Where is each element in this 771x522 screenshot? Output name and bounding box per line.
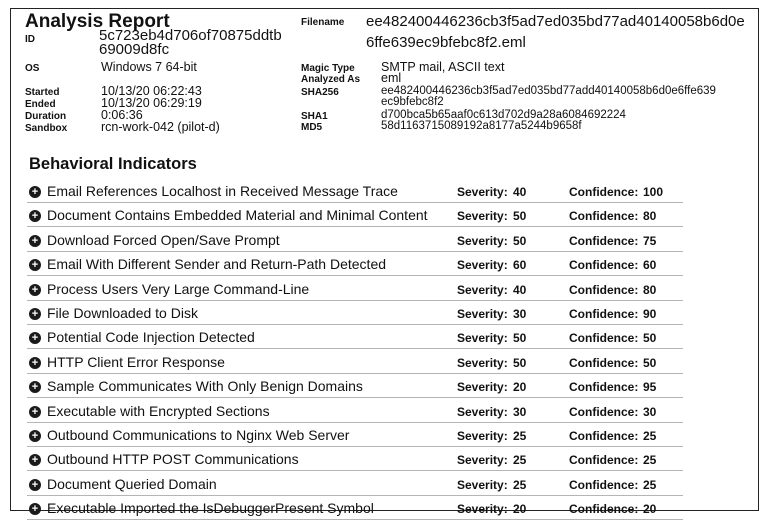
expand-plus-icon[interactable]: + [29, 259, 41, 271]
severity-label: Severity: [457, 331, 508, 346]
os-label: OS [25, 63, 40, 74]
indicator-row [27, 376, 683, 398]
expand-plus-icon[interactable]: + [29, 284, 41, 296]
severity-value: 30 [513, 306, 527, 321]
indicator-name: Email References Localhost in Received Message Trace [47, 183, 398, 199]
severity-value: 40 [513, 282, 527, 297]
analysis-report-panel [10, 8, 759, 517]
confidence-value: 100 [643, 185, 664, 199]
severity-label: Severity: [457, 258, 508, 273]
sha256-label: SHA256 [301, 87, 339, 98]
sha256-value-line2: ec9bfebc8f2 [381, 96, 444, 108]
confidence-value: 95 [643, 380, 657, 395]
analyzed-as-label: Analyzed As [301, 74, 361, 85]
confidence-value: 50 [643, 331, 657, 346]
expand-plus-icon[interactable]: + [29, 479, 41, 491]
started-label: Started [25, 87, 60, 98]
confidence-label: Confidence: [569, 258, 639, 273]
confidence-label: Confidence: [569, 331, 639, 346]
expand-plus-icon[interactable]: + [29, 381, 41, 393]
expand-plus-icon[interactable]: + [29, 186, 41, 198]
severity-value: 20 [513, 380, 527, 395]
report-title: Analysis Report [25, 11, 170, 32]
indicator-name: Potential Code Injection Detected [47, 329, 255, 346]
confidence-value: 90 [643, 306, 657, 321]
confidence-label: Confidence: [569, 453, 639, 468]
os-value: Windows 7 64-bit [101, 60, 197, 74]
confidence-value: 50 [643, 355, 657, 370]
id-value-line2: 69009d8fc [99, 41, 170, 58]
indicator-name: File Downloaded to Disk [47, 304, 198, 321]
confidence-label: Confidence: [569, 209, 639, 224]
confidence-label: Confidence: [569, 477, 639, 492]
expand-plus-icon[interactable]: + [29, 332, 41, 344]
indicator-list [27, 181, 683, 522]
sha1-value: d700bca5b65aaf0c613d702d9a28a6084692224 [381, 109, 626, 121]
confidence-label: Confidence: [569, 355, 639, 370]
expand-plus-icon[interactable]: + [29, 235, 41, 247]
severity-label: Severity: [457, 380, 508, 395]
severity-label: Severity: [457, 428, 508, 443]
severity-value: 30 [513, 404, 527, 419]
severity-value: 60 [513, 258, 527, 273]
started-value: 10/13/20 06:22:43 [101, 84, 202, 98]
severity-value: 40 [513, 185, 527, 199]
id-value-line1: 5c723eb4d706of70875ddtb [99, 27, 282, 44]
indicator-row [27, 279, 683, 301]
indicator-name: Outbound HTTP POST Communications [47, 451, 299, 468]
severity-value: 20 [513, 502, 527, 517]
magic-type-value: SMTP mail, ASCII text [381, 60, 505, 74]
indicator-name: Executable Imported the IsDebuggerPresent Symbol [47, 500, 374, 517]
indicator-name: Document Queried Domain [47, 475, 217, 492]
filename-label: Filename [301, 17, 345, 28]
severity-value: 25 [513, 428, 527, 443]
confidence-value: 25 [643, 453, 657, 468]
severity-label: Severity: [457, 453, 508, 468]
indicator-row [27, 474, 683, 496]
expand-plus-icon[interactable]: + [29, 406, 41, 418]
confidence-value: 80 [643, 209, 657, 224]
confidence-value: 25 [643, 428, 657, 443]
confidence-label: Confidence: [569, 233, 639, 248]
indicator-row [27, 401, 683, 423]
severity-label: Severity: [457, 355, 508, 370]
indicator-row [27, 449, 683, 471]
severity-label: Severity: [457, 233, 508, 248]
expand-plus-icon[interactable]: + [29, 210, 41, 222]
sha256-value-line1: ee482400446236cb3f5ad7ed035bd77add40140058b6d0e6ffe639 [381, 85, 716, 97]
indicator-name: Outbound Communications to Nginx Web Server [47, 426, 350, 443]
indicator-name: Email With Different Sender and Return-Path Detected [47, 256, 387, 273]
confidence-label: Confidence: [569, 380, 639, 395]
duration-value: 0:06:36 [101, 108, 143, 122]
confidence-label: Confidence: [569, 306, 639, 321]
indicator-name: Download Forced Open/Save Prompt [47, 231, 280, 248]
indicator-name: Document Contains Embedded Material and Minimal Content [47, 207, 428, 224]
indicator-name: HTTP Client Error Response [47, 353, 225, 370]
severity-label: Severity: [457, 404, 508, 419]
severity-value: 50 [513, 209, 527, 224]
confidence-label: Confidence: [569, 185, 639, 199]
confidence-label: Confidence: [569, 404, 639, 419]
ended-value: 10/13/20 06:29:19 [101, 96, 202, 110]
confidence-value: 20 [643, 502, 657, 517]
magic-type-label: Magic Type [301, 63, 355, 74]
confidence-label: Confidence: [569, 428, 639, 443]
confidence-label: Confidence: [569, 282, 639, 297]
confidence-value: 25 [643, 477, 657, 492]
confidence-value: 30 [643, 404, 657, 419]
expand-plus-icon[interactable]: + [29, 503, 41, 515]
indicator-row [27, 425, 683, 447]
id-label: ID [25, 34, 35, 45]
indicator-row [27, 303, 683, 325]
md5-label: MD5 [301, 122, 323, 133]
severity-label: Severity: [457, 502, 508, 517]
sha1-label: SHA1 [301, 111, 328, 122]
severity-value: 50 [513, 355, 527, 370]
sandbox-label: Sandbox [25, 123, 68, 134]
expand-plus-icon[interactable]: + [29, 357, 41, 369]
confidence-value: 60 [643, 258, 657, 273]
severity-value: 50 [513, 331, 527, 346]
indicator-row [27, 181, 683, 203]
behavioral-indicators-heading: Behavioral Indicators [29, 155, 197, 173]
ended-label: Ended [25, 99, 56, 110]
severity-value: 25 [513, 477, 527, 492]
severity-value: 50 [513, 233, 527, 248]
indicator-row [27, 498, 683, 520]
expand-plus-icon[interactable]: + [29, 430, 41, 442]
indicator-name: Process Users Very Large Command-Line [47, 280, 310, 297]
duration-label: Duration [25, 111, 67, 122]
severity-value: 25 [513, 453, 527, 468]
sandbox-value: rcn-work-042 (pilot-d) [101, 120, 220, 134]
indicator-row [27, 230, 683, 252]
expand-plus-icon[interactable]: + [29, 454, 41, 466]
severity-label: Severity: [457, 306, 508, 321]
severity-label: Severity: [457, 209, 508, 224]
filename-value-line1: ee482400446236cb3f5ad7ed035bd77ad40140058b6d0e [366, 13, 745, 30]
indicator-name: Sample Communicates With Only Benign Domains [47, 378, 363, 395]
confidence-value: 80 [643, 282, 657, 297]
confidence-value: 75 [643, 233, 657, 248]
analyzed-as-value: eml [381, 71, 402, 85]
indicator-row [27, 352, 683, 374]
indicator-row [27, 254, 683, 276]
severity-label: Severity: [457, 185, 508, 199]
md5-value: 58d1163715089192a8177a5244b9658f [381, 120, 582, 132]
confidence-label: Confidence: [569, 502, 639, 517]
severity-label: Severity: [457, 282, 508, 297]
expand-plus-icon[interactable]: + [29, 308, 41, 320]
indicator-name: Executable with Encrypted Sections [47, 402, 270, 419]
filename-value-line2: 6ffe639ec9bfebc8f2.eml [366, 34, 526, 51]
indicator-row [27, 205, 683, 227]
severity-label: Severity: [457, 477, 508, 492]
indicator-row [27, 327, 683, 349]
